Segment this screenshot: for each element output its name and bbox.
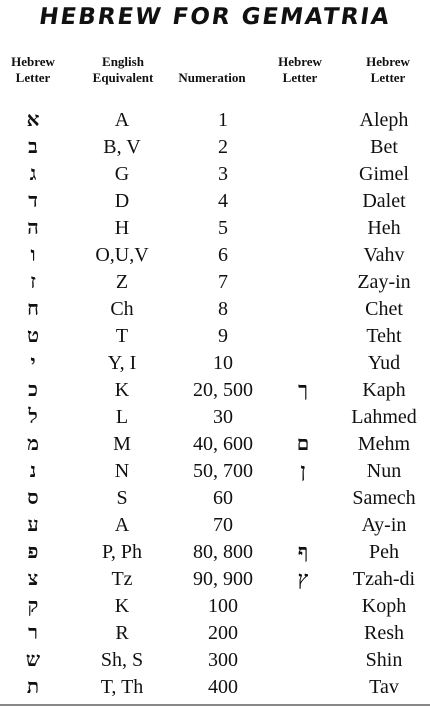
final-form-cell — [268, 134, 338, 161]
table-row — [0, 296, 430, 323]
hebrew-letter-cell: פ — [27, 541, 39, 563]
english-equivalent-cell: Y, I — [107, 352, 137, 374]
table-row — [0, 620, 430, 647]
final-form-cell: ף — [297, 541, 309, 563]
hebrew-letter-cell: ב — [28, 136, 38, 158]
english-equivalent-cell: T, Th — [100, 676, 144, 698]
english-equivalent-cell: K — [114, 595, 130, 617]
table-row — [0, 512, 430, 539]
letter-name-cell: Tzah-di — [352, 568, 416, 590]
table-row — [0, 269, 430, 296]
letter-name-cell: Peh — [369, 541, 399, 563]
hebrew-letter-cell: נ — [29, 460, 37, 482]
final-form-cell — [268, 350, 338, 377]
letter-name-cell: Yud — [367, 352, 401, 374]
english-equivalent-cell: Tz — [111, 568, 133, 590]
numeration-cell: 20, 500 — [193, 379, 253, 401]
hebrew-letter-cell: ת — [26, 676, 40, 698]
table-row — [0, 539, 430, 566]
final-form-cell — [268, 107, 338, 134]
hebrew-letter-cell: ח — [27, 298, 39, 320]
header-numeration: Numeration — [178, 70, 246, 85]
english-equivalent-cell: R — [115, 622, 129, 644]
numeration-cell: 6 — [218, 244, 228, 266]
hebrew-letter-cell: ס — [27, 487, 39, 509]
hebrew-letter-cell: א — [26, 109, 40, 131]
hebrew-letter-cell: ה — [27, 217, 39, 239]
letter-name-cell: Heh — [367, 217, 401, 239]
numeration-cell: 3 — [218, 163, 228, 185]
letter-name-cell: Resh — [364, 622, 404, 644]
final-form-cell: ן — [300, 460, 306, 482]
hebrew-letter-cell: ע — [27, 514, 39, 536]
letter-name-cell: Teht — [366, 325, 402, 347]
letter-name-cell: Bet — [370, 136, 398, 158]
letter-name-cell: Nun — [366, 460, 402, 482]
final-form-cell: ם — [296, 433, 310, 455]
gematria-table — [0, 107, 430, 701]
table-row — [0, 593, 430, 620]
english-equivalent-cell: N — [114, 460, 130, 482]
page-title: HEBREW FOR GEMATRIA — [37, 4, 393, 30]
english-equivalent-cell: Sh, S — [100, 649, 144, 671]
final-form-cell — [268, 215, 338, 242]
table-row — [0, 161, 430, 188]
letter-name-cell: Tav — [369, 676, 399, 698]
final-form-cell — [268, 404, 338, 431]
gematria-table-body — [0, 107, 430, 701]
numeration-cell: 60 — [213, 487, 233, 509]
final-form-cell — [268, 188, 338, 215]
hebrew-letter-cell: מ — [27, 433, 39, 455]
final-form-cell: ך — [298, 379, 308, 401]
final-form-cell — [268, 323, 338, 350]
english-equivalent-cell: K — [114, 379, 130, 401]
letter-name-cell: Mehm — [357, 433, 411, 455]
numeration-cell: 5 — [218, 217, 228, 239]
numeration-cell: 200 — [208, 622, 238, 644]
header-hebrew-letter: Hebrew Letter — [11, 54, 55, 85]
hebrew-letter-cell: ז — [30, 271, 36, 293]
hebrew-letter-cell: ט — [26, 325, 40, 347]
numeration-cell: 10 — [213, 352, 233, 374]
numeration-cell: 7 — [218, 271, 228, 293]
table-row — [0, 431, 430, 458]
bottom-divider — [0, 704, 430, 706]
table-row — [0, 377, 430, 404]
final-form-cell — [268, 269, 338, 296]
header-hebrew-letter-name: Hebrew Letter — [366, 54, 410, 85]
hebrew-letter-cell: ו — [30, 244, 36, 266]
english-equivalent-cell: H — [114, 217, 130, 239]
hebrew-letter-cell: כ — [28, 379, 38, 401]
table-row — [0, 242, 430, 269]
final-form-cell: ץ — [297, 568, 309, 590]
numeration-cell: 4 — [218, 190, 228, 212]
numeration-cell: 8 — [218, 298, 228, 320]
table-row — [0, 458, 430, 485]
english-equivalent-cell: A — [114, 514, 130, 536]
hebrew-letter-cell: ד — [28, 190, 38, 212]
header-hebrew-letter-final: Hebrew Letter — [278, 54, 322, 85]
numeration-cell: 50, 700 — [193, 460, 253, 482]
final-form-cell — [268, 512, 338, 539]
english-equivalent-cell: D — [114, 190, 130, 212]
letter-name-cell: Shin — [365, 649, 403, 671]
hebrew-letter-cell: ק — [27, 595, 39, 617]
english-equivalent-cell: L — [115, 406, 129, 428]
hebrew-letter-cell: ל — [28, 406, 38, 428]
hebrew-letter-cell: ש — [25, 649, 41, 671]
table-row — [0, 215, 430, 242]
hebrew-letter-cell: ר — [28, 622, 38, 644]
table-row — [0, 647, 430, 674]
table-row — [0, 188, 430, 215]
english-equivalent-cell: B, V — [103, 136, 141, 158]
letter-name-cell: Gimel — [359, 163, 409, 185]
table-row — [0, 134, 430, 161]
final-form-cell — [268, 647, 338, 674]
table-row — [0, 404, 430, 431]
numeration-cell: 1 — [218, 109, 228, 131]
letter-name-cell: Aleph — [359, 109, 409, 131]
table-row — [0, 566, 430, 593]
final-form-cell — [268, 593, 338, 620]
numeration-cell: 80, 800 — [193, 541, 253, 563]
final-form-cell — [268, 296, 338, 323]
numeration-cell: 100 — [208, 595, 238, 617]
numeration-cell: 9 — [218, 325, 228, 347]
english-equivalent-cell: Z — [115, 271, 129, 293]
english-equivalent-cell: O,U,V — [95, 244, 149, 266]
final-form-cell — [268, 242, 338, 269]
table-row — [0, 350, 430, 377]
header-english-equivalent: English Equivalent — [92, 54, 154, 85]
table-row — [0, 485, 430, 512]
letter-name-cell: Ay-in — [361, 514, 407, 536]
final-form-cell — [268, 161, 338, 188]
letter-name-cell: Vahv — [363, 244, 405, 266]
numeration-cell: 30 — [213, 406, 233, 428]
letter-name-cell: Kaph — [362, 379, 406, 401]
english-equivalent-cell: S — [116, 487, 128, 509]
letter-name-cell: Samech — [352, 487, 416, 509]
letter-name-cell: Dalet — [362, 190, 406, 212]
english-equivalent-cell: A — [114, 109, 130, 131]
hebrew-letter-cell: י — [30, 352, 36, 374]
letter-name-cell: Chet — [365, 298, 403, 320]
english-equivalent-cell: Ch — [110, 298, 134, 320]
final-form-cell — [268, 485, 338, 512]
numeration-cell: 400 — [208, 676, 238, 698]
table-row — [0, 323, 430, 350]
hebrew-letter-cell: צ — [27, 568, 39, 590]
numeration-cell: 70 — [213, 514, 233, 536]
table-row — [0, 674, 430, 701]
numeration-cell: 300 — [208, 649, 238, 671]
letter-name-cell: Lahmed — [351, 406, 417, 428]
english-equivalent-cell: T — [115, 325, 129, 347]
final-form-cell — [268, 674, 338, 701]
letter-name-cell: Koph — [361, 595, 407, 617]
table-row — [0, 107, 430, 134]
english-equivalent-cell: P, Ph — [101, 541, 143, 563]
numeration-cell: 40, 600 — [193, 433, 253, 455]
english-equivalent-cell: G — [114, 163, 130, 185]
hebrew-letter-cell: ג — [29, 163, 37, 185]
numeration-cell: 2 — [218, 136, 228, 158]
numeration-cell: 90, 900 — [193, 568, 253, 590]
final-form-cell — [268, 620, 338, 647]
letter-name-cell: Zay-in — [357, 271, 411, 293]
english-equivalent-cell: M — [113, 433, 131, 455]
